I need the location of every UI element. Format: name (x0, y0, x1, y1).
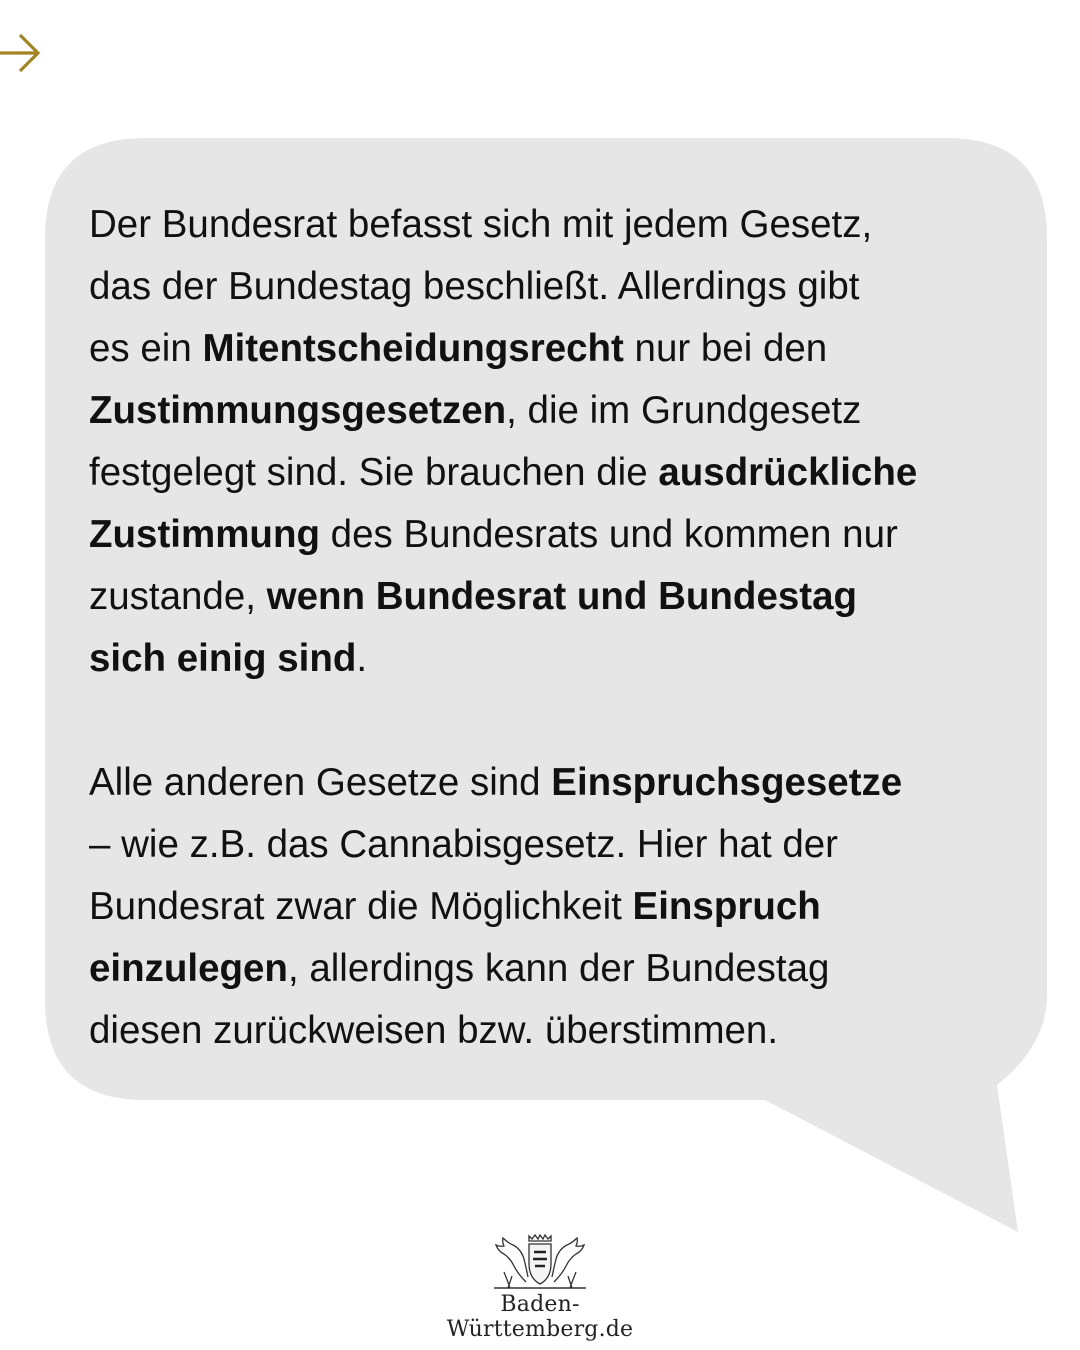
emphasis-text: Zustimmung (89, 513, 320, 556)
body-text: des Bundesrats und kommen nur (319, 513, 898, 556)
body-text: das der Bundestag beschließt. Allerdings gibt (89, 265, 860, 308)
body-text: Bundesrat zwar die Möglichkeit (89, 885, 633, 928)
coat-of-arms-icon (490, 1232, 590, 1290)
bubble-text (89, 194, 1029, 1062)
logo-text: Baden-Württemberg.de (446, 1292, 634, 1342)
emphasis-text: sich einig sind (89, 637, 357, 680)
paragraph-zustimmungsgesetze (89, 194, 1029, 690)
body-text: Der Bundesrat befasst sich mit jedem Gesetz, (89, 203, 873, 246)
body-text: , die im Grundgesetz (506, 389, 862, 432)
body-text: nur bei den (623, 327, 828, 370)
emphasis-text: Mitentscheidungsrecht (202, 327, 624, 370)
emphasis-text: einzulegen (89, 947, 288, 990)
body-text: es ein (89, 327, 203, 370)
body-text: festgelegt sind. Sie brauchen die (89, 451, 659, 494)
body-text: – wie z.B. das Cannabisgesetz. Hier hat der (89, 823, 839, 866)
emphasis-text: Zustimmungsgesetzen (89, 389, 507, 432)
emphasis-text: Einspruchsgesetze (551, 761, 903, 804)
paragraph-einspruchsgesetze (89, 752, 1029, 1062)
emphasis-text: Einspruch (632, 885, 821, 928)
body-text: zustande, (89, 575, 267, 618)
body-text: , allerdings kann der Bundestag (287, 947, 830, 990)
body-text: diesen zurückweisen bzw. überstimmen. (89, 1009, 779, 1052)
emphasis-text: ausdrückliche (658, 451, 918, 494)
body-text: Alle anderen Gesetze sind (89, 761, 552, 804)
emphasis-text: wenn Bundesrat und Bundestag (266, 575, 858, 618)
footer-logo[interactable] (420, 1232, 660, 1342)
body-text: . (356, 637, 368, 680)
